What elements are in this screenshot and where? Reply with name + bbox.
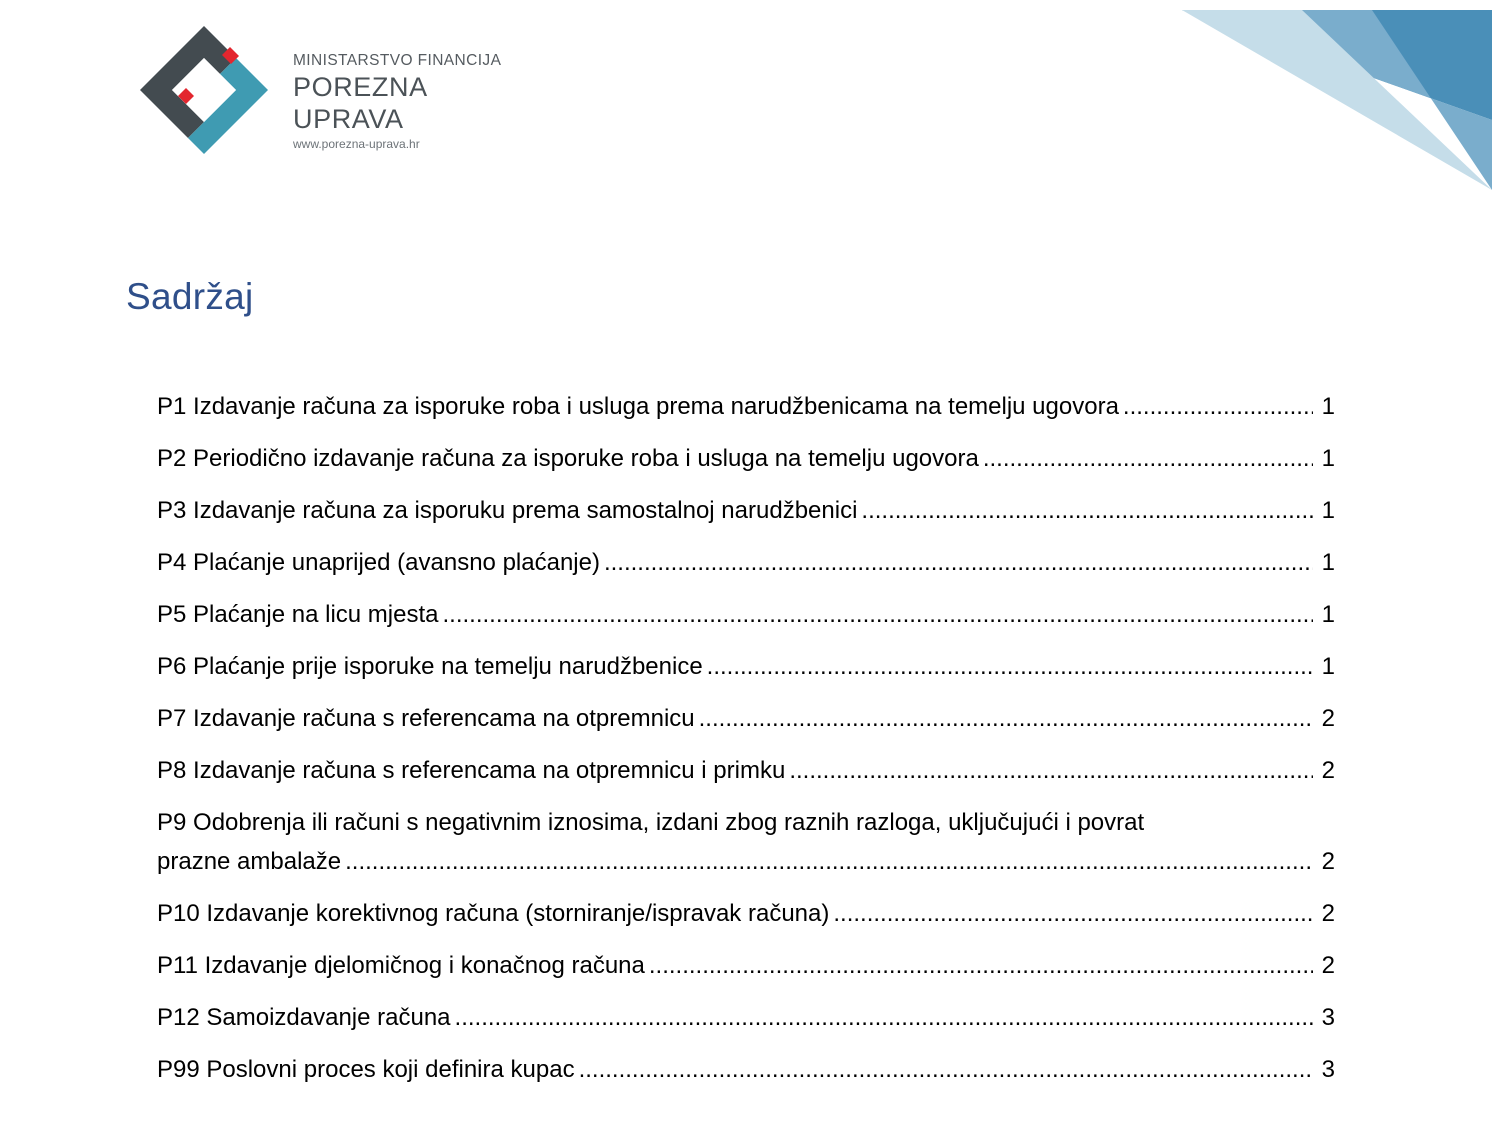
toc-page-number: 1 bbox=[1321, 393, 1335, 420]
toc-entry[interactable] bbox=[157, 752, 1335, 804]
toc-leader-dots bbox=[707, 648, 1313, 686]
toc-page-number: 1 bbox=[1321, 653, 1335, 680]
toc-page-number: 1 bbox=[1321, 445, 1335, 472]
logo-ministry-text: MINISTARSTVO FINANCIJA bbox=[293, 52, 502, 69]
toc-entry[interactable] bbox=[157, 648, 1335, 700]
toc-entry-text: P12 Samoizdavanje računa bbox=[157, 1004, 451, 1031]
toc-leader-dots bbox=[861, 492, 1313, 530]
toc-page-number: 2 bbox=[1321, 757, 1335, 784]
toc-page-number: 3 bbox=[1321, 1004, 1335, 1031]
toc-entry-text: P7 Izdavanje računa s referencama na otpremnicu bbox=[157, 705, 695, 732]
toc-entry-text: P6 Plaćanje prije isporuke na temelju narudžbenice bbox=[157, 653, 703, 680]
porezna-uprava-logo bbox=[138, 24, 538, 156]
page-title: Sadržaj bbox=[126, 276, 254, 317]
toc-entry-text: P1 Izdavanje računa za isporuke roba i usluga prema narudžbenicama na temelju ugovora bbox=[157, 393, 1119, 420]
toc-leader-dots bbox=[604, 544, 1313, 582]
toc-leader-dots bbox=[442, 596, 1313, 634]
toc-entry-text: P5 Plaćanje na licu mjesta bbox=[157, 601, 439, 628]
logo-url-text: www.porezna-uprava.hr bbox=[293, 137, 420, 151]
toc-entry-text: P99 Poslovni proces koji definira kupac bbox=[157, 1056, 575, 1083]
toc-entry-text: P4 Plaćanje unaprijed (avansno plaćanje) bbox=[157, 549, 600, 576]
toc-entry-text-continued: prazne ambalaže bbox=[157, 848, 342, 875]
toc-page-number: 1 bbox=[1321, 601, 1335, 628]
toc-leader-dots bbox=[789, 752, 1313, 790]
diamond-logo-icon bbox=[138, 24, 270, 156]
logo-title-text: POREZNA UPRAVA bbox=[293, 72, 427, 134]
toc-entry[interactable] bbox=[157, 1051, 1335, 1103]
toc-entry[interactable] bbox=[157, 804, 1335, 895]
toc-leader-dots bbox=[983, 440, 1313, 478]
toc-entry[interactable] bbox=[157, 596, 1335, 648]
toc-entry[interactable] bbox=[157, 492, 1335, 544]
toc-entry[interactable] bbox=[157, 947, 1335, 999]
toc-page-number: 3 bbox=[1321, 1056, 1335, 1083]
toc-page-number: 2 bbox=[1321, 705, 1335, 732]
toc-leader-dots bbox=[699, 700, 1313, 738]
table-of-contents bbox=[157, 388, 1335, 1103]
toc-page-number: 1 bbox=[1321, 497, 1335, 524]
toc-entry-text: P8 Izdavanje računa s referencama na otpremnicu i primku bbox=[157, 757, 786, 784]
toc-entry[interactable] bbox=[157, 999, 1335, 1051]
toc-page-number: 2 bbox=[1321, 848, 1335, 875]
toc-entry-text: P10 Izdavanje korektivnog računa (storniranje/ispravak računa) bbox=[157, 900, 830, 927]
corner-decoration bbox=[1172, 0, 1492, 200]
toc-entry-text: P3 Izdavanje računa za isporuku prema samostalnoj narudžbenici bbox=[157, 497, 858, 524]
toc-page-number: 2 bbox=[1321, 900, 1335, 927]
toc-entry[interactable] bbox=[157, 544, 1335, 596]
toc-page-number: 2 bbox=[1321, 952, 1335, 979]
toc-entry[interactable] bbox=[157, 388, 1335, 440]
toc-entry[interactable] bbox=[157, 895, 1335, 947]
toc-entry-text: P9 Odobrenja ili računi s negativnim iznosima, izdani zbog raznih razloga, uključujući i povrat bbox=[157, 809, 1145, 836]
toc-entry-text: P2 Periodično izdavanje računa za isporuke roba i usluga na temelju ugovora bbox=[157, 445, 979, 472]
toc-leader-dots bbox=[579, 1051, 1313, 1089]
toc-entry[interactable] bbox=[157, 700, 1335, 752]
toc-page-number: 1 bbox=[1321, 549, 1335, 576]
toc-leader-dots bbox=[345, 843, 1313, 881]
toc-leader-dots bbox=[455, 999, 1313, 1037]
toc-entry[interactable] bbox=[157, 440, 1335, 492]
toc-leader-dots bbox=[1123, 388, 1313, 426]
toc-leader-dots bbox=[649, 947, 1313, 985]
toc-leader-dots bbox=[833, 895, 1313, 933]
toc-entry-text: P11 Izdavanje djelomičnog i konačnog računa bbox=[157, 952, 645, 979]
